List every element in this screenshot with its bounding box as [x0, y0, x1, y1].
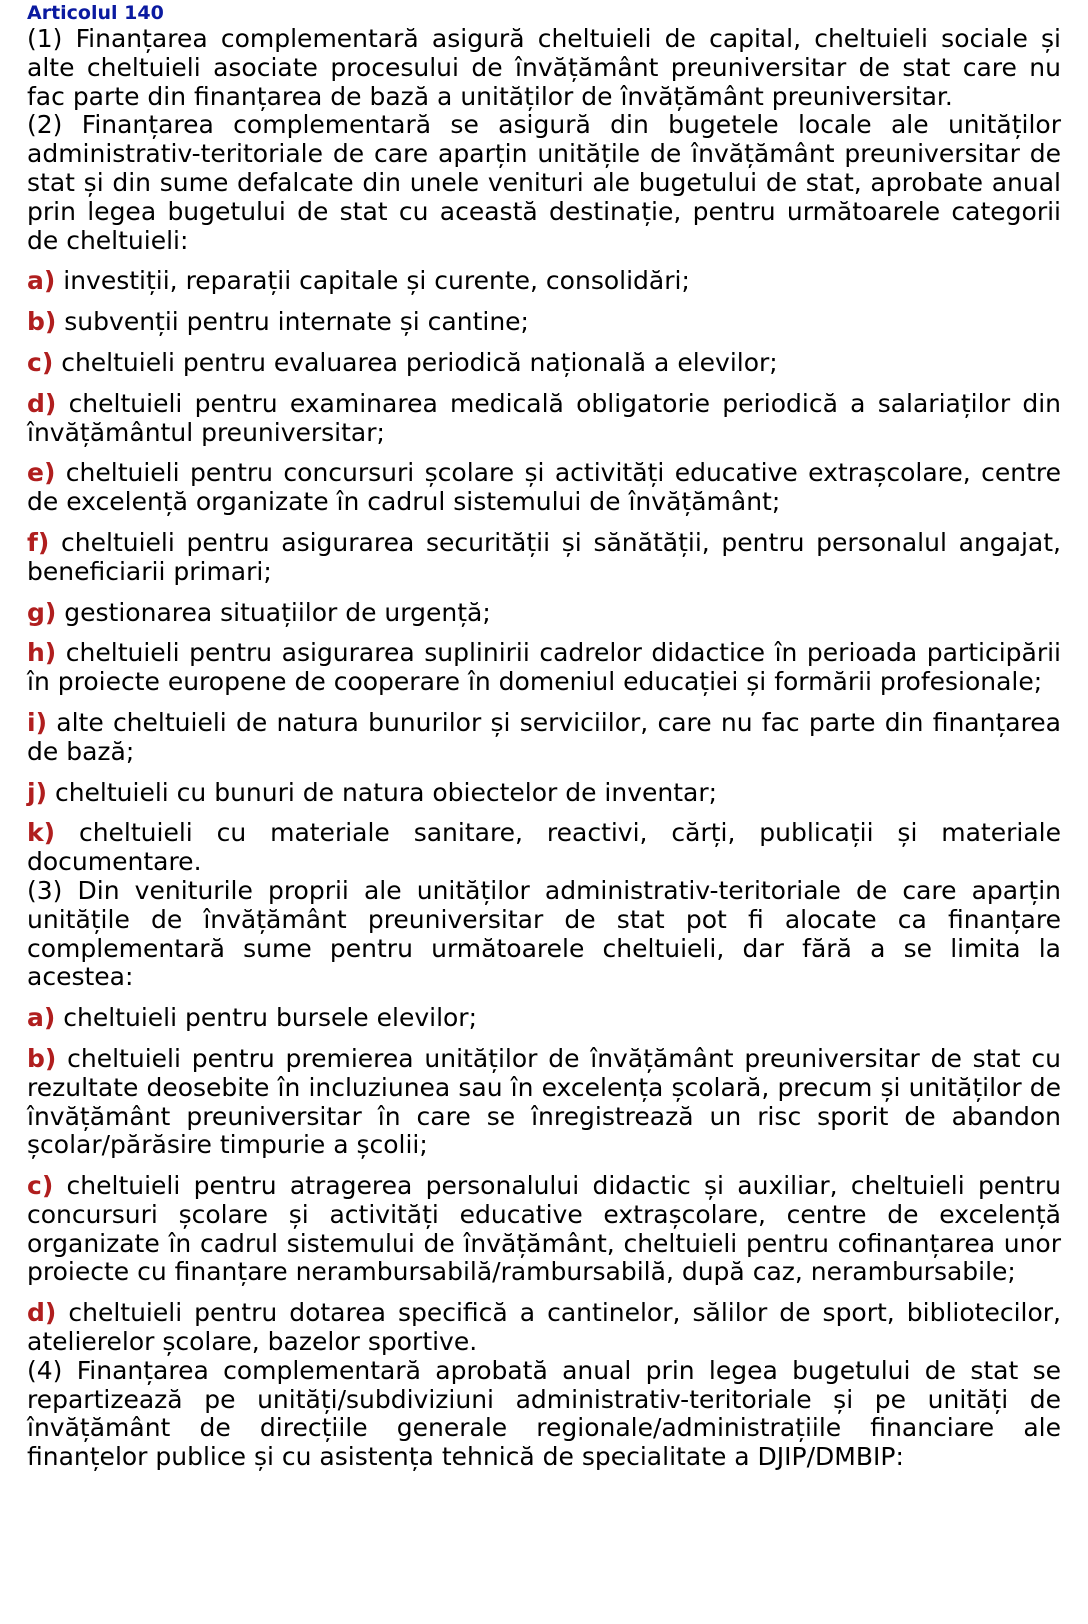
paragraph-3-list — [27, 1004, 1061, 1357]
list-item-text: subvenții pentru internate și cantine; — [64, 307, 529, 337]
list-item-letter: d) — [27, 388, 57, 418]
list-item — [27, 779, 1061, 808]
list-item-text: cheltuieli pentru bursele elevilor; — [63, 1003, 478, 1033]
list-item — [27, 599, 1061, 628]
list-item-text: cheltuieli pentru dotarea specifică a cantinelor, sălilor de sport, bibliotecilor, atelierelor școlare, bazelor sportive. — [27, 1298, 1061, 1357]
list-item-text: cheltuieli cu bunuri de natura obiectelor de inventar; — [54, 777, 718, 807]
list-item — [27, 349, 1061, 378]
list-item-letter: c) — [27, 347, 54, 377]
list-item — [27, 709, 1061, 767]
list-item — [27, 459, 1061, 517]
list-item-letter: b) — [27, 307, 57, 337]
list-item-text: gestionarea situațiilor de urgență; — [64, 597, 491, 627]
paragraph-3: (3) Din veniturile proprii ale unităților administrativ-teritoriale de care aparțin unitățile de învățământ preuniversitar de stat pot fi alocate ca finanțare complementară sume pentru următoarele cheltuieli, dar fără a se limita la acestea: — [27, 875, 1061, 992]
paragraph-4: (4) Finanțarea complementară aprobată anual prin legea bugetului de stat se repartizează pe unități/subdiviziuni administrativ-teritoriale și pe unități de învățământ de direcțiile generale regionale/administrațiile financiare ale finanțelor publice și cu asistența tehnică de specialitate a DJIP/DMBIP: — [27, 1355, 1061, 1472]
list-item-text: cheltuieli cu materiale sanitare, reactivi, cărți, publicații și materiale documentare. — [27, 818, 1061, 877]
list-item-letter: g) — [27, 597, 57, 627]
list-item-text: cheltuieli pentru atragerea personalului didactic și auxiliar, cheltuieli pentru concursuri școlare și activități educative extrașcolare, centre de excelență organizate în cadrul sistemului de învățământ, cheltuieli pentru cofinanțarea unor proiecte cu finanțare nerambursabilă/rambursabilă, după caz, nerambursabile; — [27, 1171, 1061, 1287]
list-item-letter: e) — [27, 458, 56, 488]
list-item-text: investiții, reparații capitale și curente, consolidări; — [63, 266, 690, 296]
list-item — [27, 1172, 1061, 1287]
list-item-text: cheltuieli pentru asigurarea suplinirii cadrelor didactice în perioada participării în proiecte europene de cooperare în domeniul educației și formării profesionale; — [27, 638, 1061, 697]
article-title: Articolul 140 — [27, 2, 164, 24]
list-item-text: cheltuieli pentru concursuri școlare și activități educative extrașcolare, centre de excelență organizate în cadrul sistemului de învățământ; — [27, 458, 1061, 517]
list-item-text: cheltuieli pentru examinarea medicală obligatorie periodică a salariaților din învățământul preuniversitar; — [27, 388, 1062, 447]
list-item — [27, 1004, 1061, 1033]
list-item-text: cheltuieli pentru evaluarea periodică națională a elevilor; — [61, 347, 778, 377]
list-item-text: alte cheltuieli de natura bunurilor și serviciilor, care nu fac parte din finanțarea de bază; — [27, 707, 1062, 766]
list-item-letter: j) — [27, 777, 47, 807]
list-item-letter: i) — [27, 707, 47, 737]
list-item-letter: d) — [27, 1298, 57, 1328]
list-item — [27, 1299, 1061, 1357]
list-item — [27, 819, 1061, 877]
list-item — [27, 267, 1061, 296]
paragraph-2: (2) Finanțarea complementară se asigură din bugetele locale ale unităților administrativ-teritoriale de care aparțin unitățile de învățământ preuniversitar de stat și din sume defalcate din unele venituri ale bugetului de stat, aprobate anual prin legea bugetului de stat cu această destinație, pentru următoarele categorii de cheltuieli: — [27, 110, 1061, 255]
list-item — [27, 1045, 1061, 1160]
article-page — [0, 2, 1088, 1472]
list-item-letter: a) — [27, 1003, 56, 1033]
list-item-letter: b) — [27, 1043, 57, 1073]
list-item-letter: f) — [27, 527, 50, 557]
list-item-text: cheltuieli pentru premierea unităților de învățământ preuniversitar de stat cu rezultate deosebite în incluziunea sau în excelența școlară, precum și unităților de învățământ preuniversitar în care se înregistrează un risc sporit de abandon școlar/părăsire timpurie a școlii; — [27, 1043, 1061, 1160]
paragraph-2-list — [27, 267, 1061, 877]
list-item — [27, 390, 1061, 448]
list-item — [27, 308, 1061, 337]
paragraph-1: (1) Finanțarea complementară asigură cheltuieli de capital, cheltuieli sociale și alte cheltuieli asociate procesului de învățământ preuniversitar de stat care nu fac parte din finanțarea de bază a unităților de învățământ preuniversitar. — [27, 24, 1061, 111]
list-item-letter: h) — [27, 638, 57, 668]
list-item-letter: c) — [27, 1171, 54, 1201]
list-item — [27, 639, 1061, 697]
list-item-text: cheltuieli pentru asigurarea securității și sănătății, pentru personalul angajat, beneficiarii primari; — [27, 527, 1061, 586]
list-item-letter: k) — [27, 818, 56, 848]
list-item — [27, 529, 1061, 587]
list-item-letter: a) — [27, 266, 56, 296]
